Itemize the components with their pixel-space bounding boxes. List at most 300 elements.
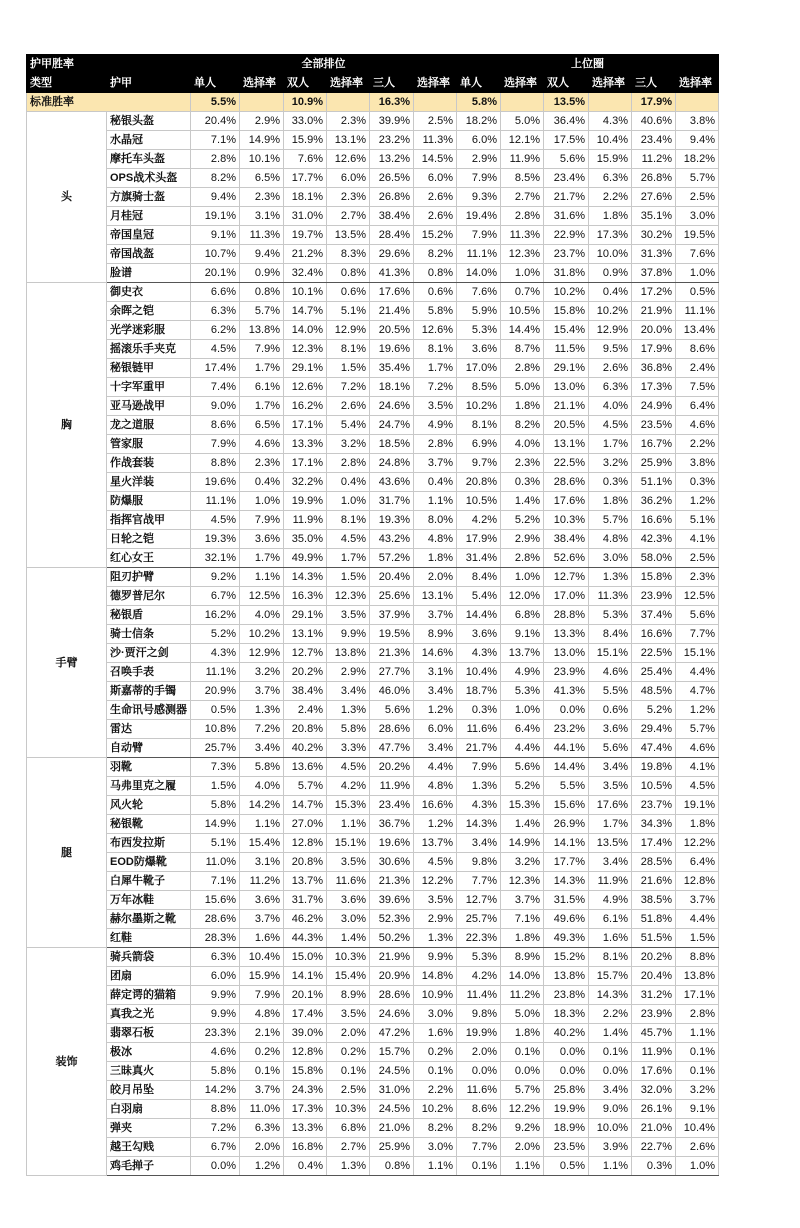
- title-row: [27, 55, 719, 74]
- standard-label: 标准胜率: [27, 93, 191, 112]
- column-header-row: [27, 74, 719, 93]
- stat-value: 1.5%: [191, 777, 240, 796]
- stat-value: 39.9%: [370, 112, 414, 131]
- stat-value: 8.2%: [414, 1119, 457, 1138]
- stat-value: 7.3%: [191, 758, 240, 777]
- armor-name: 星火洋装: [107, 473, 191, 492]
- stat-value: 21.3%: [370, 872, 414, 891]
- stat-value: 22.7%: [632, 1138, 676, 1157]
- stat-value: 8.9%: [501, 948, 544, 967]
- armor-name: 脸谱: [107, 264, 191, 283]
- stat-value: 46.0%: [370, 682, 414, 701]
- stat-value: 16.6%: [632, 511, 676, 530]
- stat-value: 1.2%: [414, 701, 457, 720]
- stat-value: 21.0%: [370, 1119, 414, 1138]
- stat-value: 15.1%: [327, 834, 370, 853]
- stat-value: 4.4%: [676, 910, 719, 929]
- stat-value: 4.3%: [457, 644, 501, 663]
- stat-value: 6.1%: [240, 378, 284, 397]
- armor-name: 秘银靴: [107, 815, 191, 834]
- table-row: [27, 872, 719, 891]
- armor-name: 摩托车头盔: [107, 150, 191, 169]
- stat-value: 10.2%: [589, 302, 632, 321]
- stat-value: 20.2%: [632, 948, 676, 967]
- stat-value: 7.7%: [676, 625, 719, 644]
- stat-value: 2.3%: [501, 454, 544, 473]
- stat-value: 17.4%: [191, 359, 240, 378]
- stat-value: 12.9%: [327, 321, 370, 340]
- stat-value: 24.9%: [632, 397, 676, 416]
- stat-value: 26.8%: [632, 169, 676, 188]
- armor-name: 红鞋: [107, 929, 191, 948]
- stat-value: 4.8%: [414, 530, 457, 549]
- stat-value: 11.3%: [501, 226, 544, 245]
- stat-value: 23.4%: [632, 131, 676, 150]
- stat-value: 5.5%: [589, 682, 632, 701]
- stat-value: 35.1%: [632, 207, 676, 226]
- stat-value: 12.2%: [501, 1100, 544, 1119]
- stat-value: 20.5%: [544, 416, 589, 435]
- stat-value: 27.7%: [370, 663, 414, 682]
- stat-value: 39.6%: [370, 891, 414, 910]
- stat-value: 14.1%: [284, 967, 327, 986]
- stat-value: 10.0%: [589, 1119, 632, 1138]
- table-row: [27, 796, 719, 815]
- stat-value: 6.7%: [191, 587, 240, 606]
- stat-value: 16.6%: [632, 625, 676, 644]
- stat-value: 15.0%: [284, 948, 327, 967]
- stat-value: 7.6%: [284, 150, 327, 169]
- armor-name: 翡翠石板: [107, 1024, 191, 1043]
- table-row: [27, 131, 719, 150]
- stat-value: 10.4%: [240, 948, 284, 967]
- stat-value: 51.1%: [632, 473, 676, 492]
- armor-name: 余晖之铠: [107, 302, 191, 321]
- stat-value: 1.0%: [676, 264, 719, 283]
- stat-value: 3.0%: [327, 910, 370, 929]
- stat-value: 2.8%: [191, 150, 240, 169]
- col-header: 双人: [284, 74, 327, 93]
- stat-value: 31.4%: [457, 549, 501, 568]
- stat-value: 47.2%: [370, 1024, 414, 1043]
- armor-winrate-table: [26, 54, 719, 1176]
- stat-value: 3.8%: [676, 454, 719, 473]
- armor-name: 自动臂: [107, 739, 191, 758]
- stat-value: 3.4%: [327, 682, 370, 701]
- stat-value: 9.2%: [501, 1119, 544, 1138]
- stat-value: 20.5%: [370, 321, 414, 340]
- armor-name: 斯嘉蒂的手镯: [107, 682, 191, 701]
- stat-value: 11.9%: [501, 150, 544, 169]
- stat-value: 51.8%: [632, 910, 676, 929]
- armor-name: 御史衣: [107, 283, 191, 302]
- stat-value: 10.1%: [284, 283, 327, 302]
- stat-value: 14.9%: [501, 834, 544, 853]
- category-cell: 装饰: [27, 948, 107, 1176]
- stat-value: 15.1%: [589, 644, 632, 663]
- stat-value: 4.5%: [191, 511, 240, 530]
- armor-name: 帝国皇冠: [107, 226, 191, 245]
- stat-value: 11.3%: [414, 131, 457, 150]
- armor-name: 风火轮: [107, 796, 191, 815]
- stat-value: 14.3%: [284, 568, 327, 587]
- table-row: [27, 815, 719, 834]
- stat-value: 0.1%: [676, 1043, 719, 1062]
- stat-value: 17.0%: [457, 359, 501, 378]
- stat-value: 9.5%: [589, 340, 632, 359]
- stat-value: 2.6%: [676, 1138, 719, 1157]
- armor-name: 布西发拉斯: [107, 834, 191, 853]
- stat-value: 0.3%: [632, 1157, 676, 1176]
- stat-value: 21.3%: [370, 644, 414, 663]
- stat-value: 25.8%: [544, 1081, 589, 1100]
- stat-value: 50.2%: [370, 929, 414, 948]
- stat-value: 11.3%: [589, 587, 632, 606]
- stat-value: 0.9%: [589, 264, 632, 283]
- col-header: 选择率: [501, 74, 544, 93]
- stat-value: 3.2%: [240, 663, 284, 682]
- stat-value: 49.3%: [544, 929, 589, 948]
- stat-value: 5.2%: [632, 701, 676, 720]
- stat-value: 2.7%: [327, 207, 370, 226]
- stat-value: 7.7%: [457, 872, 501, 891]
- stat-value: 3.0%: [676, 207, 719, 226]
- stat-value: 7.5%: [676, 378, 719, 397]
- stat-value: 29.1%: [284, 359, 327, 378]
- armor-name: 沙·贾汗之剑: [107, 644, 191, 663]
- stat-value: 31.6%: [544, 207, 589, 226]
- stat-value: 17.3%: [632, 378, 676, 397]
- group-all-ranked: 全部排位: [191, 55, 457, 74]
- table-row: [27, 891, 719, 910]
- table-row: [27, 416, 719, 435]
- stat-value: 3.2%: [327, 435, 370, 454]
- stat-value: 40.2%: [544, 1024, 589, 1043]
- standard-value: [240, 93, 284, 112]
- stat-value: 3.1%: [240, 207, 284, 226]
- stat-value: 2.8%: [501, 359, 544, 378]
- stat-value: 20.4%: [632, 967, 676, 986]
- stat-value: 5.7%: [284, 777, 327, 796]
- stat-value: 1.7%: [240, 549, 284, 568]
- stat-value: 1.7%: [589, 435, 632, 454]
- stat-value: 11.2%: [240, 872, 284, 891]
- stat-value: 19.4%: [457, 207, 501, 226]
- stat-value: 11.0%: [240, 1100, 284, 1119]
- stat-value: 6.3%: [191, 948, 240, 967]
- stat-value: 1.0%: [501, 701, 544, 720]
- stat-value: 5.0%: [501, 1005, 544, 1024]
- stat-value: 45.7%: [632, 1024, 676, 1043]
- stat-value: 4.9%: [589, 891, 632, 910]
- stat-value: 49.9%: [284, 549, 327, 568]
- stat-value: 2.2%: [589, 1005, 632, 1024]
- stat-value: 11.0%: [191, 853, 240, 872]
- stat-value: 52.6%: [544, 549, 589, 568]
- stat-value: 24.5%: [370, 1062, 414, 1081]
- stat-value: 24.7%: [370, 416, 414, 435]
- armor-name: 白犀牛靴子: [107, 872, 191, 891]
- stat-value: 13.3%: [284, 435, 327, 454]
- stat-value: 1.2%: [240, 1157, 284, 1176]
- stat-value: 3.7%: [240, 910, 284, 929]
- stat-value: 2.9%: [327, 663, 370, 682]
- stat-value: 25.4%: [632, 663, 676, 682]
- stat-value: 0.1%: [414, 1062, 457, 1081]
- stat-value: 5.0%: [501, 112, 544, 131]
- stat-value: 0.0%: [589, 1062, 632, 1081]
- stat-value: 36.7%: [370, 815, 414, 834]
- stat-value: 2.8%: [327, 454, 370, 473]
- stat-value: 20.8%: [284, 720, 327, 739]
- stat-value: 3.4%: [240, 739, 284, 758]
- stat-value: 7.1%: [501, 910, 544, 929]
- table-row: [27, 340, 719, 359]
- stat-value: 3.4%: [414, 739, 457, 758]
- stat-value: 13.1%: [414, 587, 457, 606]
- stat-value: 13.1%: [544, 435, 589, 454]
- stat-value: 5.6%: [544, 150, 589, 169]
- stat-value: 6.8%: [327, 1119, 370, 1138]
- stat-value: 14.4%: [457, 606, 501, 625]
- stat-value: 0.4%: [240, 473, 284, 492]
- stat-value: 13.0%: [544, 644, 589, 663]
- stat-value: 4.5%: [327, 530, 370, 549]
- stat-value: 22.5%: [632, 644, 676, 663]
- stat-value: 5.2%: [501, 777, 544, 796]
- stat-value: 13.1%: [284, 625, 327, 644]
- stat-value: 8.1%: [327, 340, 370, 359]
- armor-name: 摇滚乐手夹克: [107, 340, 191, 359]
- stat-value: 23.7%: [544, 245, 589, 264]
- stat-value: 21.9%: [632, 302, 676, 321]
- stat-value: 10.4%: [676, 1119, 719, 1138]
- stat-value: 8.3%: [327, 245, 370, 264]
- stat-value: 41.3%: [544, 682, 589, 701]
- stat-value: 15.8%: [284, 1062, 327, 1081]
- table-row: [27, 777, 719, 796]
- stat-value: 1.4%: [589, 1024, 632, 1043]
- stat-value: 31.0%: [284, 207, 327, 226]
- stat-value: 2.6%: [414, 188, 457, 207]
- stat-value: 38.5%: [632, 891, 676, 910]
- armor-name: 白羽扇: [107, 1100, 191, 1119]
- stat-value: 10.0%: [589, 245, 632, 264]
- stat-value: 11.3%: [240, 226, 284, 245]
- stat-value: 20.2%: [284, 663, 327, 682]
- stat-value: 12.3%: [284, 340, 327, 359]
- stat-value: 0.3%: [501, 473, 544, 492]
- stat-value: 23.2%: [370, 131, 414, 150]
- stat-value: 58.0%: [632, 549, 676, 568]
- stat-value: 0.3%: [589, 473, 632, 492]
- stat-value: 9.8%: [457, 853, 501, 872]
- table-row: [27, 549, 719, 568]
- stat-value: 0.8%: [414, 264, 457, 283]
- stat-value: 17.1%: [676, 986, 719, 1005]
- stat-value: 12.1%: [501, 131, 544, 150]
- stat-value: 5.7%: [501, 1081, 544, 1100]
- stat-value: 5.1%: [327, 302, 370, 321]
- stat-value: 1.8%: [676, 815, 719, 834]
- table-row: [27, 1024, 719, 1043]
- stat-value: 4.8%: [414, 777, 457, 796]
- stat-value: 1.4%: [501, 492, 544, 511]
- armor-name: 鸡毛掸子: [107, 1157, 191, 1176]
- stat-value: 16.7%: [632, 435, 676, 454]
- stat-value: 9.9%: [191, 1005, 240, 1024]
- stat-value: 8.8%: [191, 1100, 240, 1119]
- stat-value: 4.5%: [191, 340, 240, 359]
- stat-value: 16.8%: [284, 1138, 327, 1157]
- stat-value: 15.7%: [370, 1043, 414, 1062]
- stat-value: 18.9%: [544, 1119, 589, 1138]
- stat-value: 38.4%: [370, 207, 414, 226]
- stat-value: 15.4%: [240, 834, 284, 853]
- stat-value: 15.9%: [589, 150, 632, 169]
- stat-value: 0.1%: [457, 1157, 501, 1176]
- table-row: [27, 682, 719, 701]
- stat-value: 18.2%: [676, 150, 719, 169]
- stat-value: 3.6%: [327, 891, 370, 910]
- stat-value: 19.5%: [676, 226, 719, 245]
- armor-name: 骑士信条: [107, 625, 191, 644]
- stat-value: 2.0%: [414, 568, 457, 587]
- stat-value: 4.5%: [676, 777, 719, 796]
- stat-value: 4.1%: [676, 758, 719, 777]
- stat-value: 9.1%: [191, 226, 240, 245]
- stat-value: 25.9%: [632, 454, 676, 473]
- stat-value: 0.6%: [327, 283, 370, 302]
- armor-name: 月桂冠: [107, 207, 191, 226]
- stat-value: 1.0%: [327, 492, 370, 511]
- stat-value: 1.1%: [414, 492, 457, 511]
- stat-value: 3.0%: [414, 1005, 457, 1024]
- armor-name: 雷达: [107, 720, 191, 739]
- stat-value: 3.3%: [327, 739, 370, 758]
- stat-value: 4.3%: [191, 644, 240, 663]
- stat-value: 7.6%: [457, 283, 501, 302]
- stat-value: 0.0%: [457, 1062, 501, 1081]
- standard-value: [589, 93, 632, 112]
- stat-value: 26.1%: [632, 1100, 676, 1119]
- stat-value: 7.2%: [414, 378, 457, 397]
- stat-value: 10.7%: [191, 245, 240, 264]
- stat-value: 25.6%: [370, 587, 414, 606]
- stat-value: 2.8%: [414, 435, 457, 454]
- stat-value: 4.9%: [414, 416, 457, 435]
- stat-value: 8.6%: [457, 1100, 501, 1119]
- stat-value: 22.5%: [544, 454, 589, 473]
- stat-value: 24.3%: [284, 1081, 327, 1100]
- armor-name: 红心女王: [107, 549, 191, 568]
- stat-value: 3.7%: [676, 891, 719, 910]
- table-row: [27, 454, 719, 473]
- stat-value: 28.4%: [370, 226, 414, 245]
- stat-value: 2.3%: [327, 112, 370, 131]
- stat-value: 10.5%: [632, 777, 676, 796]
- stat-value: 3.4%: [589, 1081, 632, 1100]
- stat-value: 7.9%: [191, 435, 240, 454]
- stat-value: 15.6%: [191, 891, 240, 910]
- stat-value: 3.7%: [240, 1081, 284, 1100]
- stat-value: 10.5%: [457, 492, 501, 511]
- stat-value: 8.7%: [501, 340, 544, 359]
- stat-value: 10.3%: [544, 511, 589, 530]
- stat-value: 1.0%: [501, 264, 544, 283]
- stat-value: 12.6%: [284, 378, 327, 397]
- stat-value: 12.8%: [676, 872, 719, 891]
- stat-value: 6.3%: [589, 169, 632, 188]
- stat-value: 14.0%: [501, 967, 544, 986]
- stat-value: 24.5%: [370, 1100, 414, 1119]
- col-header: 三人: [370, 74, 414, 93]
- stat-value: 15.8%: [544, 302, 589, 321]
- stat-value: 4.0%: [589, 397, 632, 416]
- stat-value: 8.6%: [191, 416, 240, 435]
- table-row: [27, 530, 719, 549]
- stat-value: 8.9%: [414, 625, 457, 644]
- stat-value: 3.1%: [414, 663, 457, 682]
- stat-value: 5.5%: [544, 777, 589, 796]
- stat-value: 8.9%: [327, 986, 370, 1005]
- stat-value: 19.8%: [632, 758, 676, 777]
- stat-value: 0.6%: [414, 283, 457, 302]
- stat-value: 1.0%: [240, 492, 284, 511]
- stat-value: 12.9%: [589, 321, 632, 340]
- col-type: 类型: [27, 74, 107, 93]
- stat-value: 10.3%: [327, 948, 370, 967]
- stat-value: 6.3%: [191, 302, 240, 321]
- armor-name: 极冰: [107, 1043, 191, 1062]
- stat-value: 9.1%: [501, 625, 544, 644]
- stat-value: 13.3%: [544, 625, 589, 644]
- stat-value: 25.9%: [370, 1138, 414, 1157]
- stat-value: 20.4%: [370, 568, 414, 587]
- stat-value: 18.3%: [544, 1005, 589, 1024]
- stat-value: 1.1%: [327, 815, 370, 834]
- stat-value: 12.0%: [501, 587, 544, 606]
- stat-value: 7.9%: [240, 511, 284, 530]
- stat-value: 2.2%: [676, 435, 719, 454]
- stat-value: 19.1%: [676, 796, 719, 815]
- stat-value: 31.3%: [632, 245, 676, 264]
- stat-value: 0.8%: [370, 1157, 414, 1176]
- stat-value: 39.0%: [284, 1024, 327, 1043]
- stat-value: 14.4%: [544, 758, 589, 777]
- stat-value: 1.7%: [240, 359, 284, 378]
- stat-value: 7.6%: [676, 245, 719, 264]
- col-header: 选择率: [589, 74, 632, 93]
- col-armor: 护甲: [107, 74, 191, 93]
- stat-value: 31.2%: [632, 986, 676, 1005]
- stat-value: 9.3%: [457, 188, 501, 207]
- table-row: [27, 188, 719, 207]
- stat-value: 4.5%: [589, 416, 632, 435]
- stat-value: 6.3%: [240, 1119, 284, 1138]
- stat-value: 8.8%: [191, 454, 240, 473]
- stat-value: 28.5%: [632, 853, 676, 872]
- stat-value: 1.7%: [327, 549, 370, 568]
- stat-value: 8.2%: [501, 416, 544, 435]
- stat-value: 26.8%: [370, 188, 414, 207]
- table-row: [27, 929, 719, 948]
- stat-value: 3.7%: [501, 891, 544, 910]
- stat-value: 21.7%: [457, 739, 501, 758]
- stat-value: 31.5%: [544, 891, 589, 910]
- stat-value: 3.5%: [414, 397, 457, 416]
- stat-value: 1.4%: [327, 929, 370, 948]
